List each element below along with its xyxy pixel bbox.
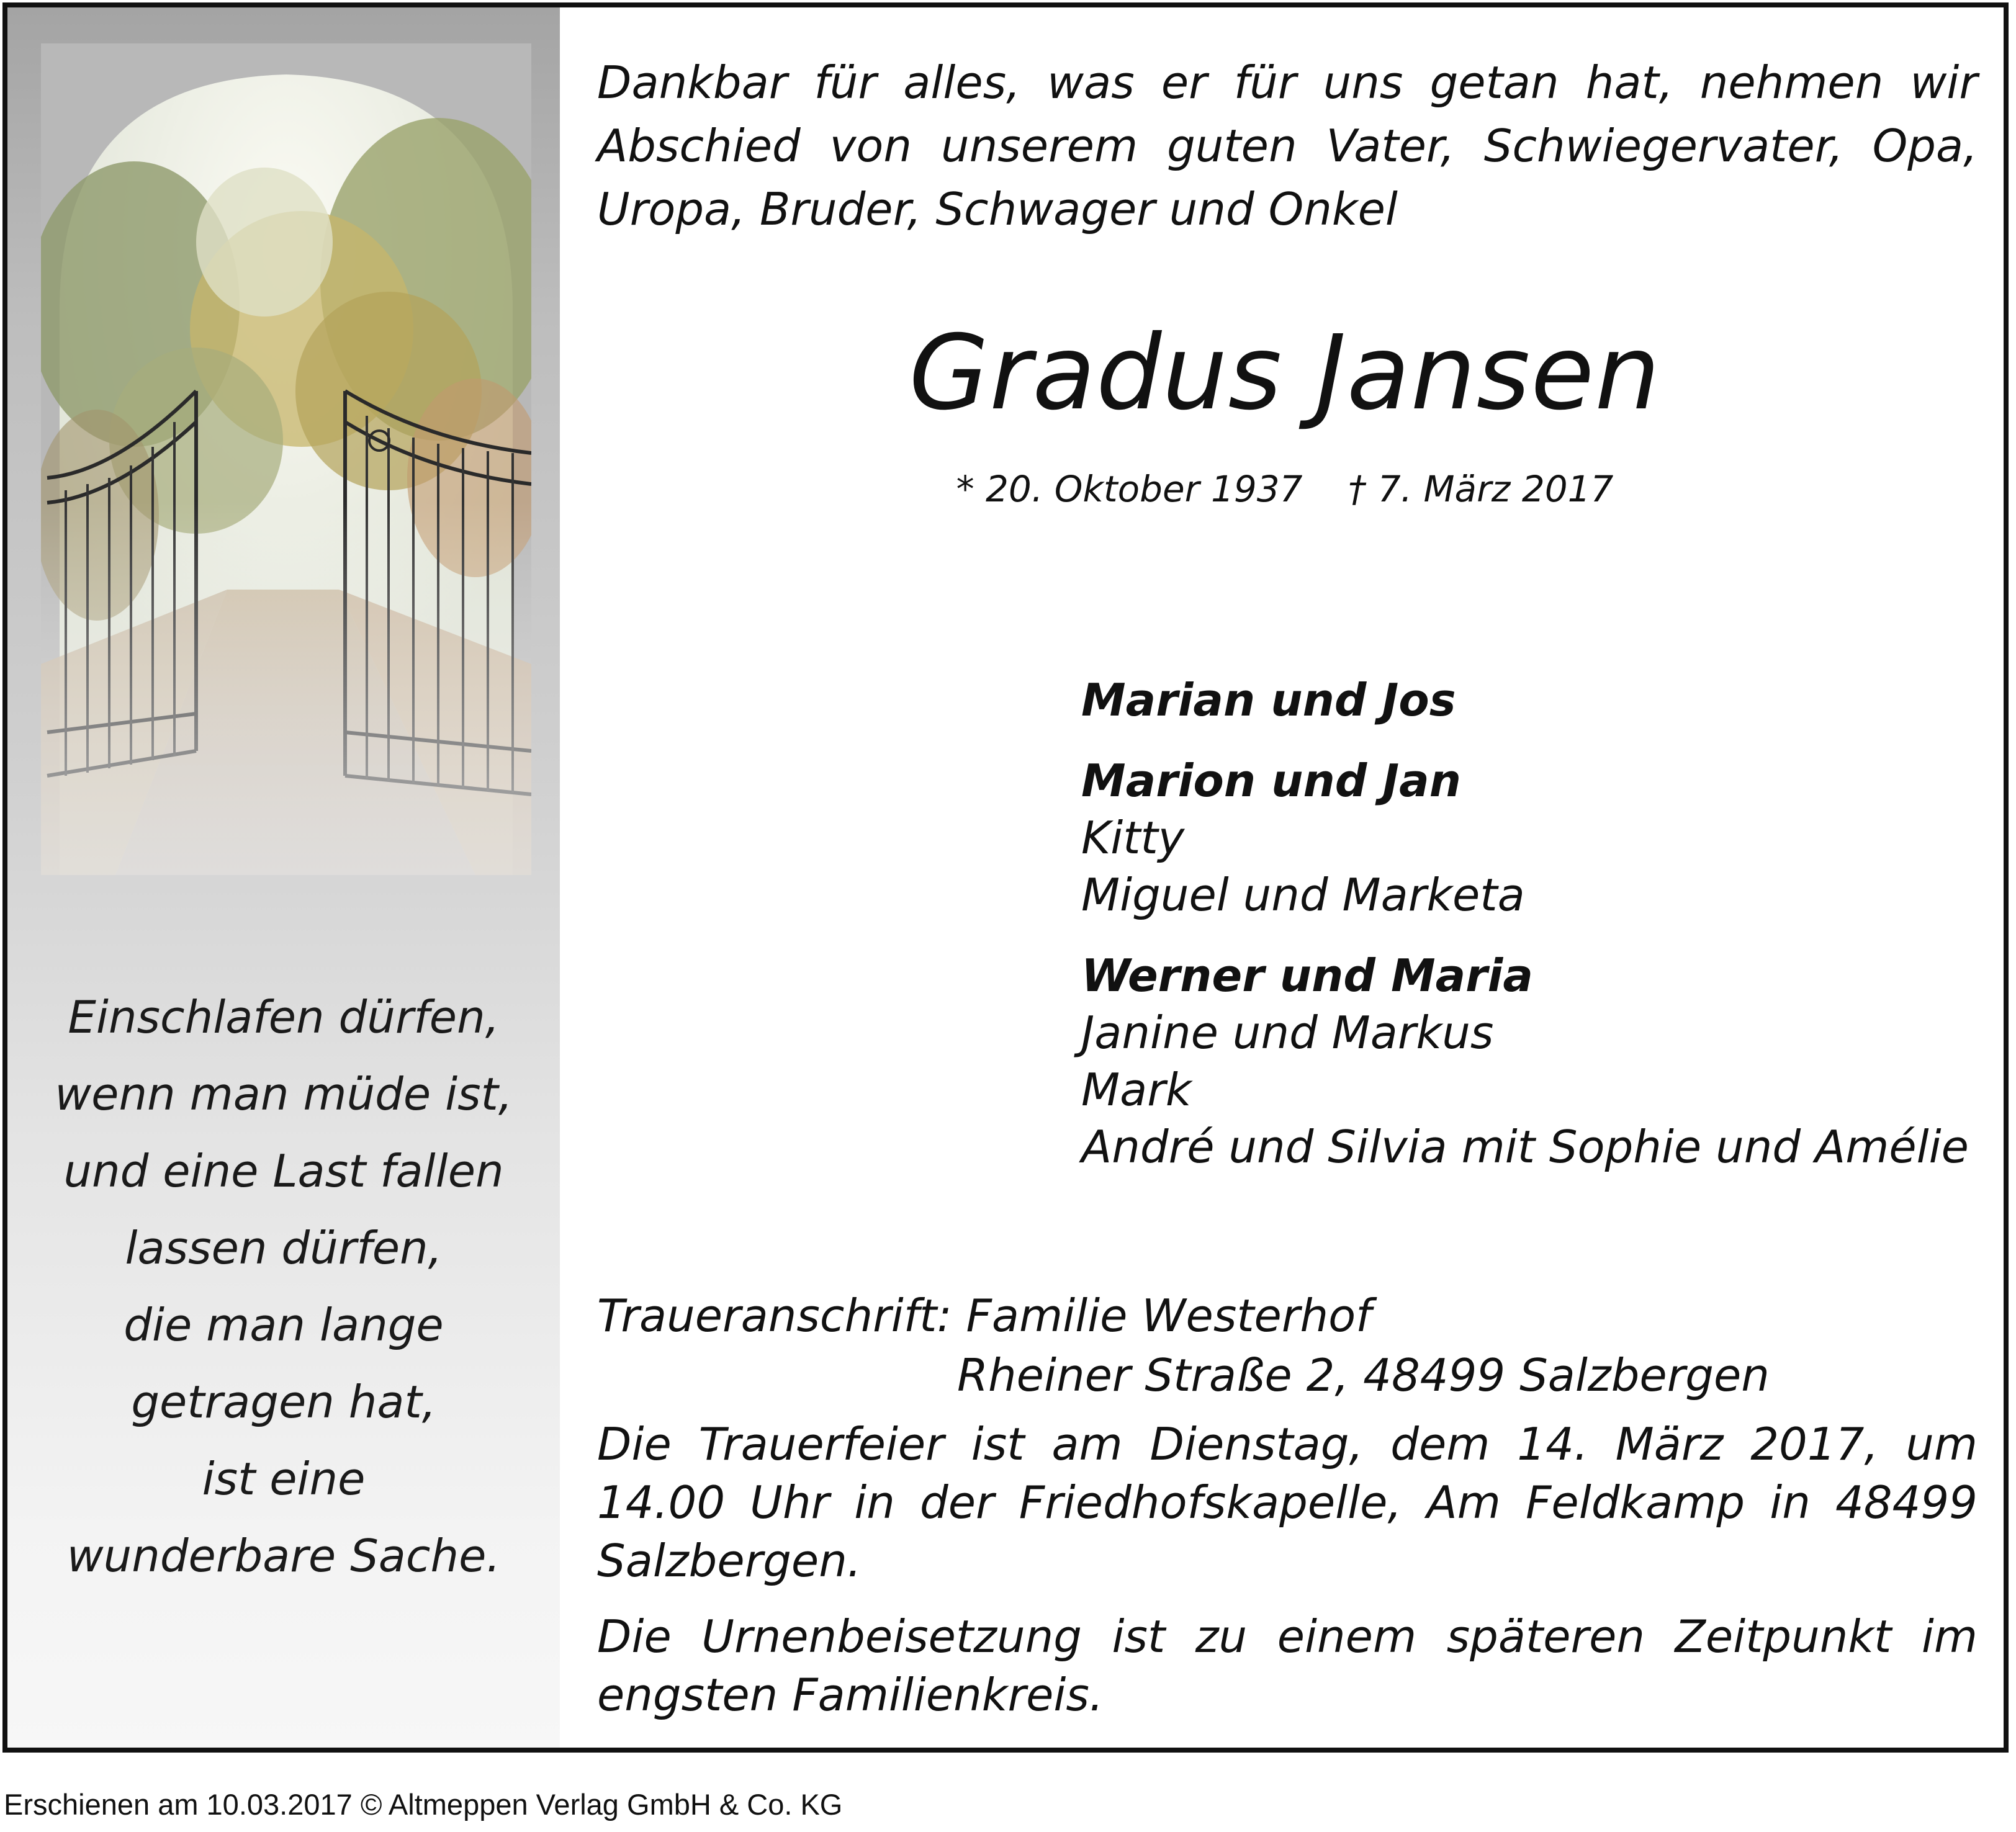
- poem-line: getragen hat,: [131, 1376, 436, 1428]
- mourner-member: Kitty: [1081, 812, 1185, 864]
- intro-text: Dankbar für alles, was er für uns getan hat, nehmen wir Abschied von unserem guten Vater, Schwiegervater, Opa, Uropa, Bruder, Schwager und Onkel: [597, 56, 1978, 235]
- ceremony-text: Die Trauerfeier ist am Dienstag, dem 14. März 2017, um 14.00 Uhr in der Friedhofskapelle, Am Feldkamp in 48499 Salzbergen.: [597, 1418, 1978, 1587]
- mourners-list: [1081, 671, 2000, 1199]
- poem-line: lassen dürfen,: [125, 1222, 443, 1274]
- poem: [7, 979, 560, 1594]
- mourner-group-head: Marian und Jos: [1081, 674, 1456, 726]
- mourner-group-head: Marion und Jan: [1081, 755, 1461, 807]
- urn-burial-text: Die Urnenbeisetzung ist zu einem späteren Zeitpunkt im engsten Familienkreis.: [597, 1610, 1978, 1721]
- sidebar: [7, 7, 560, 1748]
- gate-garden-picture: [41, 43, 531, 875]
- poem-line: ist eine: [202, 1453, 366, 1505]
- poem-line: wunderbare Sache.: [66, 1530, 501, 1582]
- address-line-2: Rheiner Straße 2, 48499 Salzbergen: [957, 1349, 1770, 1401]
- poem-line: Einschlafen dürfen,: [68, 991, 500, 1043]
- mourner-group-head: Werner und Maria: [1081, 950, 1533, 1002]
- mourner-group: [1081, 671, 2000, 729]
- poem-line: wenn man müde ist,: [55, 1068, 513, 1120]
- mourning-address: [597, 1286, 1978, 1405]
- poem-line: die man lange: [124, 1299, 444, 1351]
- address-line-1: Traueranschrift: Familie Westerhof: [597, 1290, 1372, 1342]
- gate-garden-illustration: [41, 43, 531, 875]
- mourner-member: André und Silvia mit Sophie und Amélie: [1081, 1121, 1969, 1173]
- mourner-group: [1081, 947, 2000, 1175]
- mourner-group: [1081, 752, 2000, 923]
- mourner-member: Mark: [1081, 1064, 1192, 1116]
- obituary-frame: [2, 2, 2009, 1753]
- mourner-member: Miguel und Marketa: [1081, 869, 1525, 921]
- life-dates: * 20. Oktober 1937 † 7. März 2017: [956, 468, 1614, 510]
- mourner-member: Janine und Markus: [1081, 1007, 1494, 1059]
- deceased-name: Gradus Jansen: [909, 313, 1661, 433]
- poem-line: und eine Last fallen: [63, 1145, 504, 1197]
- publication-footer: Erschienen am 10.03.2017 © Altmeppen Verlag GmbH & Co. KG: [4, 1788, 843, 1821]
- main-content: [560, 7, 2004, 1748]
